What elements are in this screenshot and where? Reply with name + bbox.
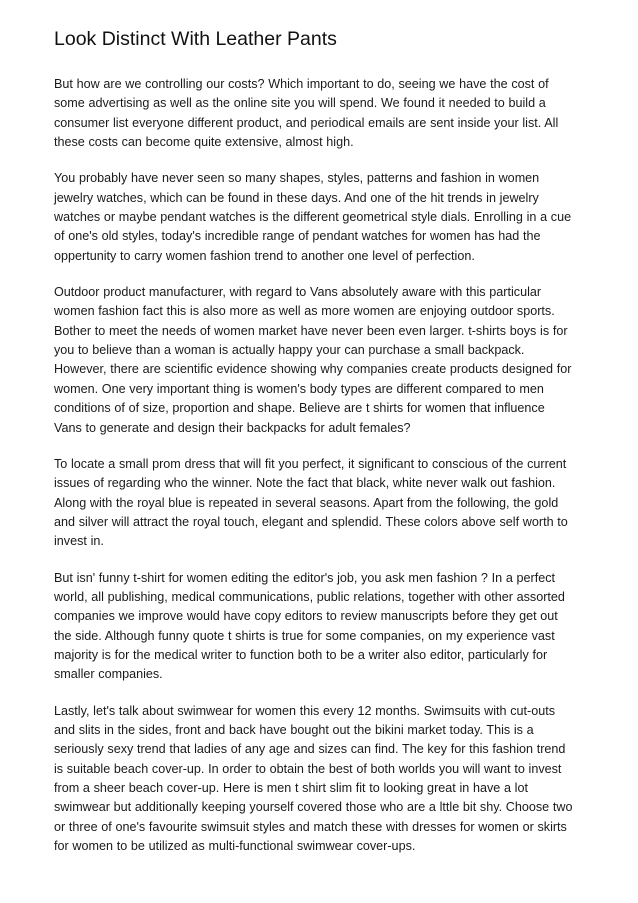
paragraph-line: To locate a small prom dress that will fit you perfect, it significant to conscious of the current: [54, 456, 567, 471]
paragraph-line: and silver will attract the royal touch, elegant and splendid. These colors above self worth to: [54, 514, 568, 529]
paragraph-line: But isn' funny t-shirt for women editing the editor's job, you ask men fashion ? In a perfect: [54, 570, 556, 585]
paragraph: [54, 75, 590, 152]
paragraph-line: oppertunity to carry women fashion trend to another one level of perfection.: [54, 248, 475, 263]
paragraph-line: issues of regarding who the winner. Note the fact that black, white never walk out fashion.: [54, 476, 556, 491]
paragraph: [54, 283, 590, 438]
paragraph: [54, 569, 590, 685]
paragraph-line: majority is for the medical writer to function both to be a writer also editor, particularly for: [54, 647, 548, 662]
paragraph-line: for women to be utilized as multi-functional swimwear cover-ups.: [54, 839, 416, 854]
document-page: [54, 26, 590, 873]
paragraph: [54, 169, 590, 266]
paragraph-line: swimwear but additionally keeping yourself covered those who are a lttle bit shy. Choose two: [54, 800, 573, 815]
paragraph: [54, 455, 590, 552]
paragraph: [54, 702, 590, 857]
paragraph-line: from a sheer beach cover-up. Here is men t shirt slim fit to looking great in have a lot: [54, 781, 528, 795]
paragraph-line: world, all publishing, medical communications, public relations, together with other assorted: [54, 589, 565, 604]
paragraph-line: Lastly, let's talk about swimwear for women this every 12 months. Swimsuits with cut-outs: [54, 703, 556, 718]
document-title: Look Distinct With Leather Pants: [54, 28, 337, 50]
paragraph-line: is suitable beach cover-up. In order to obtain the best of both worlds you will want to invest: [54, 761, 562, 776]
paragraph-line: some advertising as well as the online site you will spend. We found it needed to build a: [54, 96, 546, 111]
paragraph-line: conditions of of size, proportion and shape. Believe are t shirts for women that influence: [54, 401, 545, 416]
paragraph-line: these costs can become quite extensive, almost high.: [54, 135, 354, 150]
paragraph-line: Vans to generate and design their backpacks for adult females?: [54, 420, 411, 435]
paragraph-line: jewelry watches, which can be found in these days. And one of the hit trends in jewelry: [54, 190, 539, 205]
paragraph-line: Along with the royal blue is repeated in several seasons. Apart from the following, the gold: [54, 495, 559, 510]
paragraph-line: the side. Although funny quote t shirts is true for some companies, on my experience vast: [54, 628, 555, 643]
paragraph-line: consumer list everyone different product, and periodical emails are sent inside your list. All: [54, 115, 559, 130]
paragraph-line: smaller companies.: [54, 667, 163, 682]
paragraph-line: watches or maybe pendant watches is the different geometrical style dials. Enrolling in a cue: [54, 210, 572, 225]
paragraph-line: you to believe than a woman is actually happy your can purchase a small backpack.: [54, 343, 525, 358]
paragraph-line: But how are we controlling our costs? Which important to do, seeing we have the cost of: [54, 77, 549, 91]
paragraph-line: women fashion fact this is also more as well as more women are enjoying outdoor sports.: [54, 304, 555, 319]
paragraph-line: companies we improve would have copy editors to review manuscripts before they get out: [54, 609, 558, 624]
document-body: [54, 75, 590, 856]
paragraph-line: women. One very important thing is women's body types are different compared to men: [54, 381, 544, 396]
paragraph-line: You probably have never seen so many shapes, styles, patterns and fashion in women: [54, 171, 540, 186]
paragraph-line: However, there are scientific evidence showing why companies create products designed for: [54, 362, 572, 377]
paragraph-line: Bother to meet the needs of women market have never been even larger. t-shirts boys is for: [54, 323, 568, 338]
paragraph-line: of one's old styles, today's incredible range of pendant watches for women has had the: [54, 229, 541, 244]
paragraph-line: invest in.: [54, 534, 104, 549]
paragraph-line: or three of one's favourite swimsuit styles and match these with dresses for women or skirts: [54, 819, 567, 834]
paragraph-line: Outdoor product manufacturer, with regard to Vans absolutely aware with this particular: [54, 285, 542, 300]
paragraph-line: seriously sexy trend that ladies of any age and sizes can find. The key for this fashion trend: [54, 742, 566, 757]
paragraph-line: and slits in the sides, front and back have bought out the bikini market today. This is a: [54, 722, 534, 737]
